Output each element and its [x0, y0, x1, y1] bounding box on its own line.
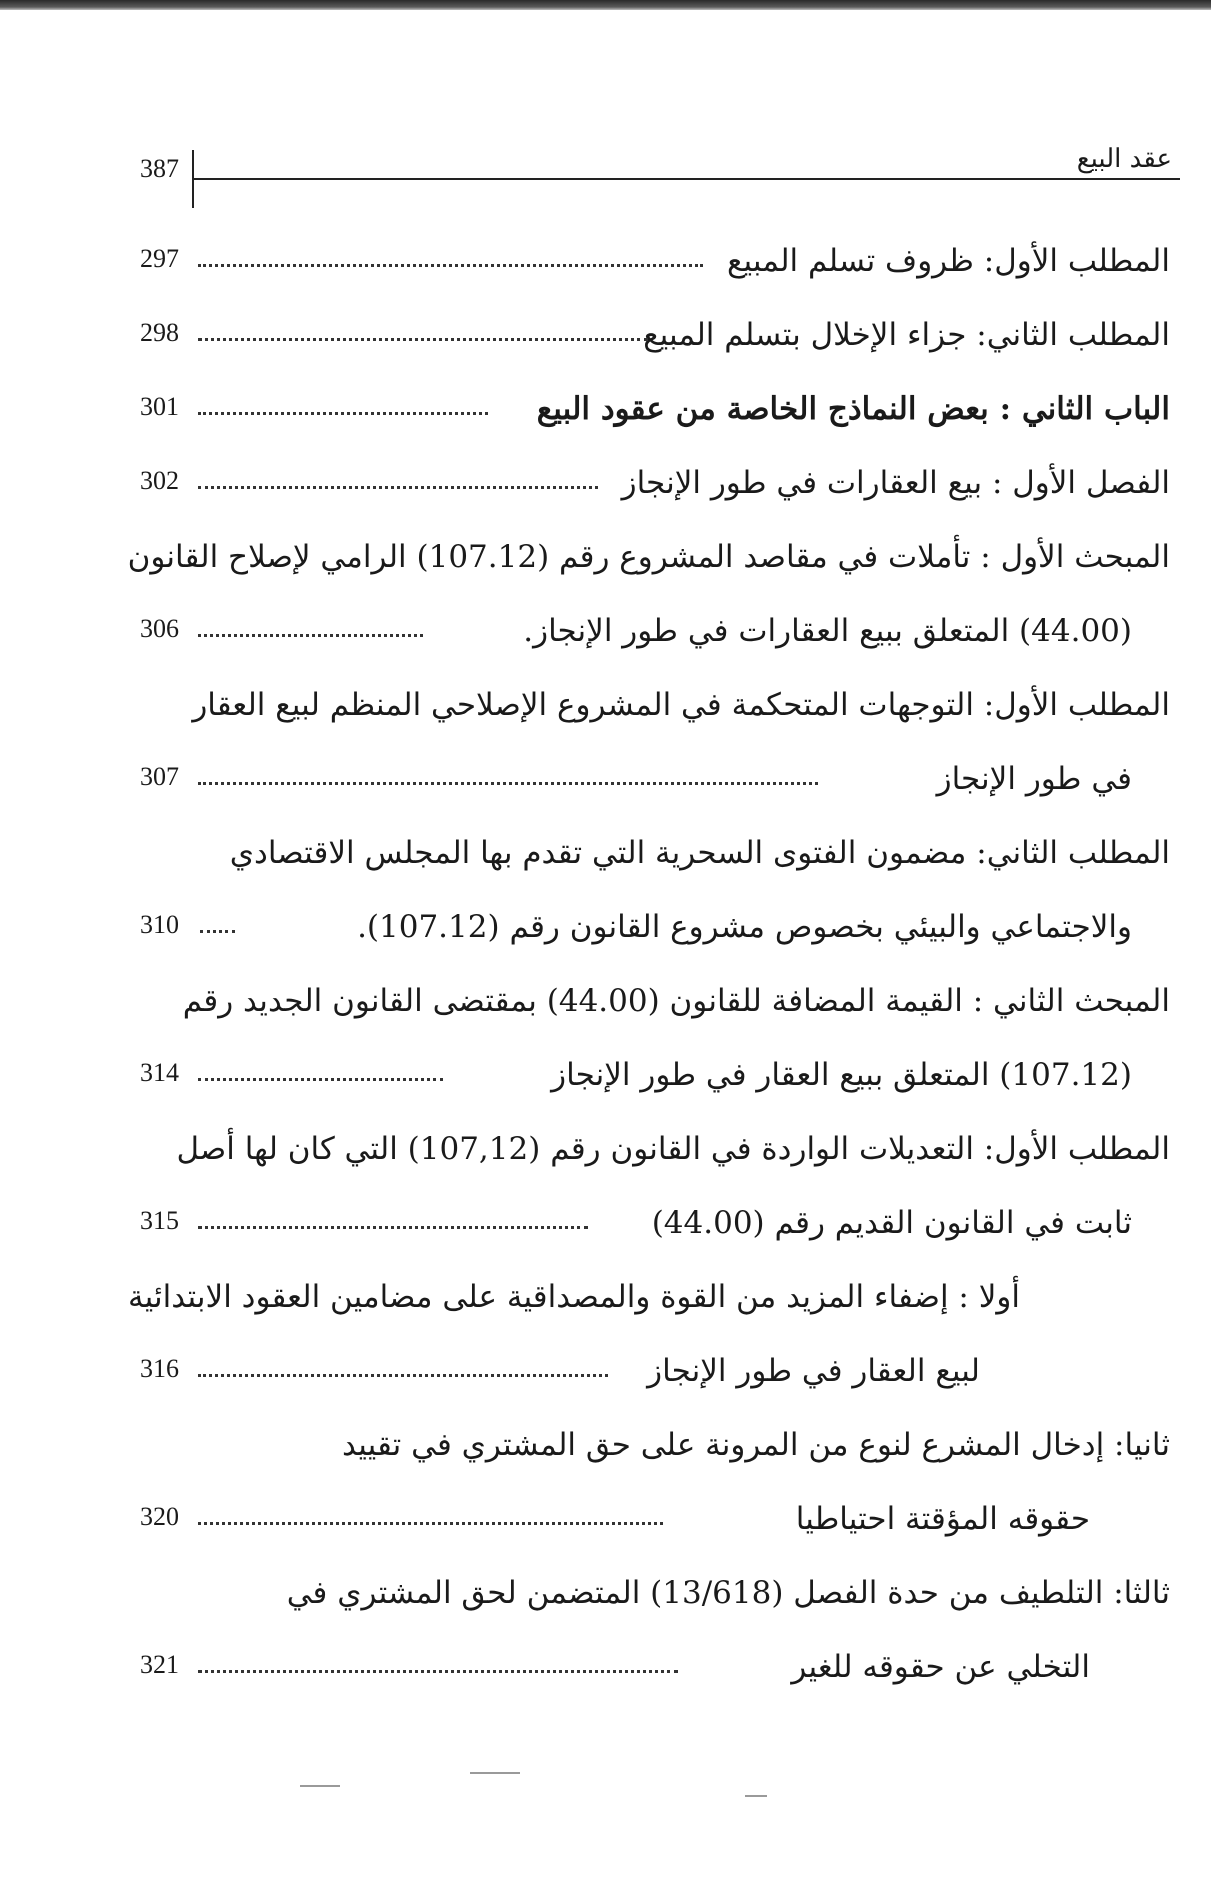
toc-page-number: 315: [140, 1206, 179, 1235]
toc-entry-text: (107.12) المتعلق ببيع العقار في طور الإنجاز: [551, 1057, 1132, 1093]
scan-smudge: [470, 1772, 520, 1774]
toc-entry-text: المبحث الأول : تأملات في مقاصد المشروع رقم (107.12) الرامي لإصلاح القانون: [127, 539, 1170, 575]
toc-entry: [140, 1128, 1170, 1276]
toc-line: [140, 462, 1170, 536]
toc-entry: [140, 832, 1170, 980]
toc-line: [140, 1572, 1170, 1646]
toc-page-number: 307: [140, 762, 179, 791]
page-number: 387: [140, 154, 179, 183]
toc-entry: [128, 1276, 1170, 1424]
toc-line: [140, 314, 1170, 388]
page-header: [140, 144, 1180, 210]
toc-entry-text: حقوقه المؤقتة احتياطيا: [795, 1501, 1090, 1537]
dot-leader: [198, 1226, 588, 1229]
toc-entry: [140, 1572, 1170, 1720]
header-rule: [192, 178, 1180, 180]
toc-page-number: 301: [140, 392, 179, 421]
toc-line: [127, 536, 1170, 610]
toc-entry-text: الفصل الأول : بيع العقارات في طور الإنجاز: [621, 465, 1170, 501]
toc-line: [128, 1276, 1170, 1350]
toc-entry-text: والاجتماعي والبيئي بخصوص مشروع القانون رقم (107.12).: [357, 909, 1132, 945]
scan-top-edge: [0, 0, 1211, 10]
toc-page-number: 306: [140, 614, 179, 643]
dot-leader: [198, 486, 598, 489]
toc-line-continued: [140, 610, 1170, 684]
dot-leader: [198, 634, 423, 637]
toc-entry: [140, 314, 1170, 388]
toc-entry-text: (44.00) المتعلق ببيع العقارات في طور الإنجاز.: [523, 613, 1132, 649]
toc-page-number: 310: [140, 910, 179, 939]
toc-entry: [140, 1424, 1170, 1572]
dot-leader: [198, 782, 818, 785]
toc-line: [140, 832, 1170, 906]
table-of-contents: [127, 240, 1170, 1720]
toc-entry-text: ثانيا: إدخال المشرع لنوع من المرونة على حق المشتري في تقييد: [341, 1427, 1170, 1463]
toc-line-continued: [140, 1054, 1170, 1128]
toc-entry-text: الباب الثاني : بعض النماذج الخاصة من عقود البيع: [536, 391, 1170, 427]
toc-page-number: 320: [140, 1502, 179, 1531]
toc-entry-text: المطلب الأول: التوجهات المتحكمة في المشروع الإصلاحي المنظم لبيع العقار: [192, 687, 1170, 723]
toc-page-number: 297: [140, 244, 179, 273]
toc-line: [140, 1424, 1170, 1498]
toc-entry: [140, 240, 1170, 314]
toc-page-number: 321: [140, 1650, 179, 1679]
dot-leader: [198, 1374, 608, 1377]
toc-line: [140, 388, 1170, 462]
toc-line-continued: [140, 1646, 1170, 1720]
toc-entry-chapter: [140, 462, 1170, 536]
toc-page-number: 298: [140, 318, 179, 347]
toc-entry-text: في طور الإنجاز: [936, 761, 1132, 797]
toc-entry-text: المطلب الأول: التعديلات الواردة في القانون رقم (107,12) التي كان لها أصل: [176, 1131, 1170, 1167]
toc-entry-section: [140, 980, 1170, 1128]
toc-line: [140, 684, 1170, 758]
toc-line-continued: [140, 758, 1170, 832]
toc-page-number: 314: [140, 1058, 179, 1087]
toc-line: [140, 240, 1170, 314]
toc-entry-text: المطلب الأول: ظروف تسلم المبيع: [726, 243, 1170, 279]
toc-page-number: 316: [140, 1354, 179, 1383]
scan-smudge: [300, 1785, 340, 1787]
toc-entry-text: ثالثا: التلطيف من حدة الفصل (13/618) المتضمن لحق المشتري في: [286, 1575, 1170, 1611]
toc-entry-text: أولا : إضفاء المزيد من القوة والمصداقية على مضامين العقود الابتدائية: [128, 1279, 1020, 1315]
dot-leader: [198, 338, 648, 341]
dot-leader: [198, 1670, 678, 1673]
toc-page-number: 302: [140, 466, 179, 495]
dot-leader: [200, 930, 235, 933]
toc-entry-text: لبيع العقار في طور الإنجاز: [647, 1353, 980, 1389]
toc-line-continued: [140, 906, 1170, 980]
scan-smudge: [745, 1795, 767, 1797]
toc-entry-text: المبحث الثاني : القيمة المضافة للقانون (44.00) بمقتضى القانون الجديد رقم: [182, 983, 1170, 1019]
toc-entry-text: التخلي عن حقوقه للغير: [791, 1649, 1090, 1685]
toc-line: [140, 1128, 1170, 1202]
dot-leader: [198, 1078, 443, 1081]
toc-entry-section: [127, 536, 1170, 684]
toc-line-continued: [140, 1498, 1170, 1572]
dot-leader: [198, 1522, 663, 1525]
dot-leader: [198, 264, 703, 267]
toc-entry-text: المطلب الثاني: جزاء الإخلال بتسلم المبيع: [643, 317, 1170, 353]
dot-leader: [198, 412, 488, 415]
toc-line-continued: [140, 1350, 1170, 1424]
toc-line: [140, 980, 1170, 1054]
toc-line-continued: [140, 1202, 1170, 1276]
toc-entry-text: المطلب الثاني: مضمون الفتوى السحرية التي تقدم بها المجلس الاقتصادي: [229, 835, 1170, 871]
toc-entry-part: [140, 388, 1170, 462]
running-title: عقد البيع: [1076, 144, 1172, 174]
toc-entry-text: ثابت في القانون القديم رقم (44.00): [651, 1205, 1132, 1241]
toc-entry: [140, 684, 1170, 832]
